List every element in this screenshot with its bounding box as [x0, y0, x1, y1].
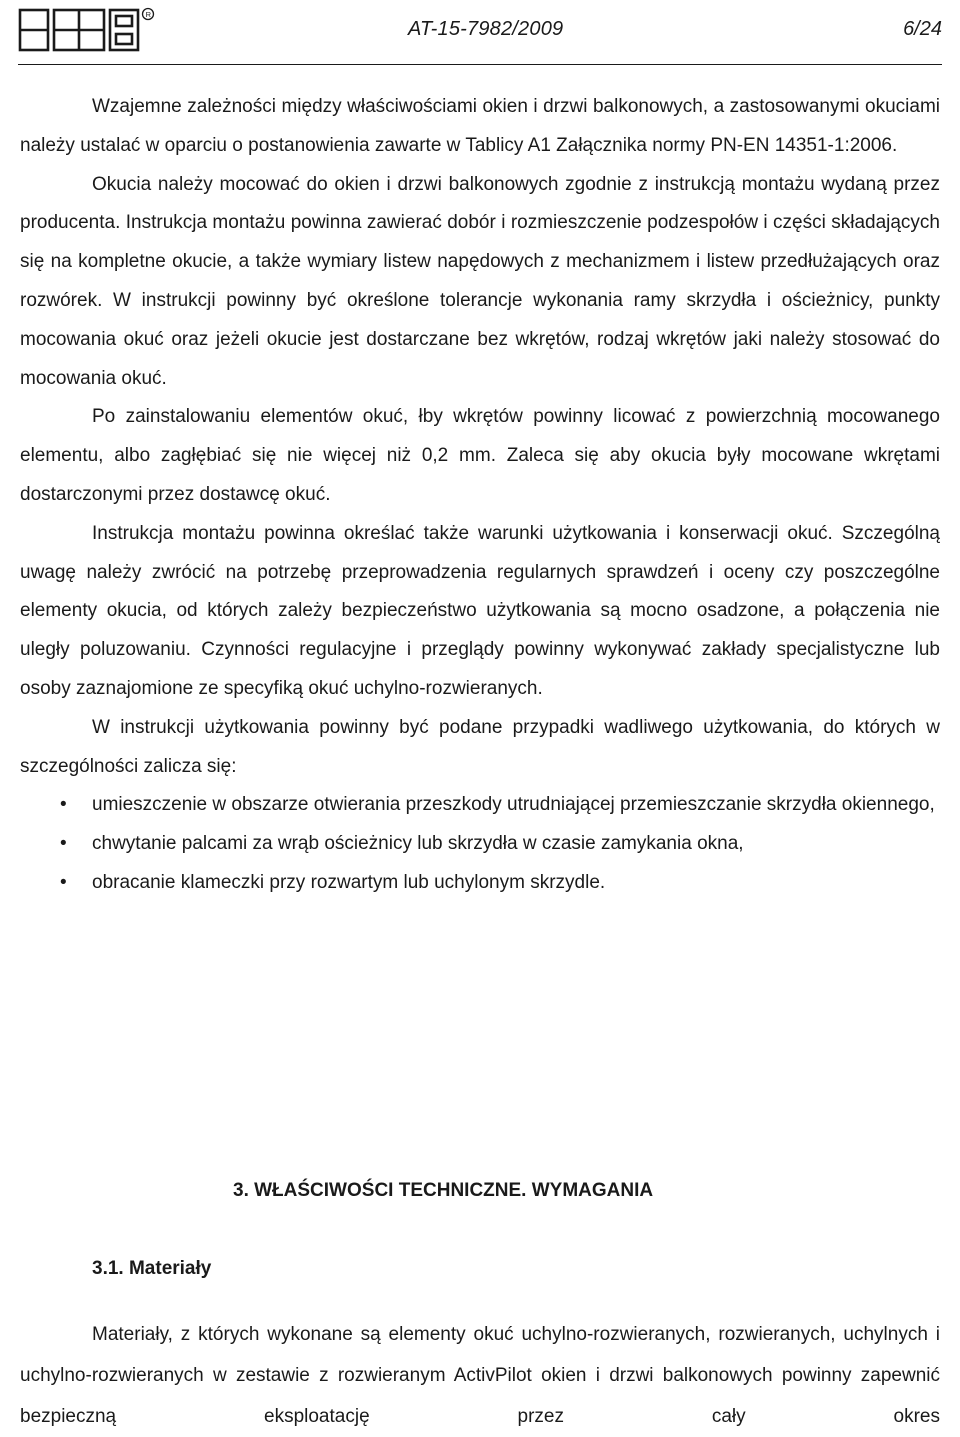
paragraph: Okucia należy mocować do okien i drzwi balkonowych zgodnie z instrukcją montażu wydaną przez producenta. Instrukcja montażu powinna zawierać dobór i rozmieszczenie podzespołów i części składających się na kompletne okucie, a także wymiary listew napędowych z mechanizmem i listew przedłużających oraz rozwórek. W instrukcji powinny być określone tolerancje wykonania ramy skrzydła i ościeżnicy, punkty mocowania okuć oraz jeżeli okucie jest dostarczane bez wkrętów, rodzaj wkrętów jaki należy stosować do mocowania okuć. — [20, 173, 940, 389]
list-item-text: obracanie klameczki przy rozwartym lub uchylonym skrzydle. — [92, 871, 606, 893]
list-item — [20, 864, 940, 903]
section-heading: 3. WŁAŚCIWOŚCI TECHNICZNE. WYMAGANIA — [233, 1180, 654, 1201]
itb-logo-icon — [18, 6, 158, 54]
paragraph: W instrukcji użytkowania powinny być podane przypadki wadliwego użytkowania, do których w szczególności zalicza się: — [20, 716, 940, 777]
bullet-icon: • — [60, 794, 67, 816]
document-body — [20, 88, 940, 903]
materials-section — [20, 1314, 940, 1437]
page-header — [0, 0, 960, 62]
page-number: 6/24 — [903, 18, 942, 40]
list-item — [20, 825, 940, 864]
document-number: AT-15-7982/2009 — [408, 18, 564, 40]
paragraph: Wzajemne zależności między właściwościami okien i drzwi balkonowych, a zastosowanymi okuciami należy ustalać w oparciu o postanowienia zawarte w Tablicy A1 Załącznika normy PN-EN 14351-1:2006. — [20, 96, 940, 156]
bullet-list — [20, 786, 940, 902]
bullet-icon: • — [60, 833, 67, 855]
header-divider — [18, 64, 942, 65]
bullet-icon: • — [60, 871, 67, 893]
list-item — [20, 786, 940, 825]
paragraph: Materiały, z których wykonane są elementy okuć uchylno-rozwieranych, rozwieranych, uchylnych i uchylno-rozwieranych w zestawie z rozwieranym ActivPilot okien i drzwi balkonowych powinny zapewnić bezpieczną eksploatację przez cały okres — [20, 1324, 940, 1427]
paragraph: Instrukcja montażu powinna określać także warunki użytkowania i konserwacji okuć. Szczególną uwagę należy zwrócić na potrzebę przeprowadzenia regularnych sprawdzeń i oceny czy poszczególne elementy okucia, od których zależy bezpieczeństwo użytkowania są mocno osadzone, a połączenia nie uległy poluzowaniu. Czynności regulacyjne i przeglądy powinny wykonywać zakłady specjalistyczne lub osoby zaznajomione ze specyfiką okuć uchylno-rozwieranych. — [20, 522, 940, 699]
subsection-heading: 3.1. Materiały — [92, 1258, 212, 1279]
list-item-text: umieszczenie w obszarze otwierania przeszkody utrudniającej przemieszczanie skrzydła okiennego, — [92, 794, 935, 816]
list-item-text: chwytanie palcami za wrąb ościeżnicy lub skrzydła w czasie zamykania okna, — [92, 833, 744, 855]
svg-text:R: R — [145, 10, 152, 19]
paragraph: Po zainstalowaniu elementów okuć, łby wkrętów powinny licować z powierzchnią mocowanego elementu, albo zagłębiać się nie więcej niż 0,2 mm. Zaleca się aby okucia były mocowane wkrętami dostarczonymi przez dostawcę okuć. — [20, 406, 940, 505]
